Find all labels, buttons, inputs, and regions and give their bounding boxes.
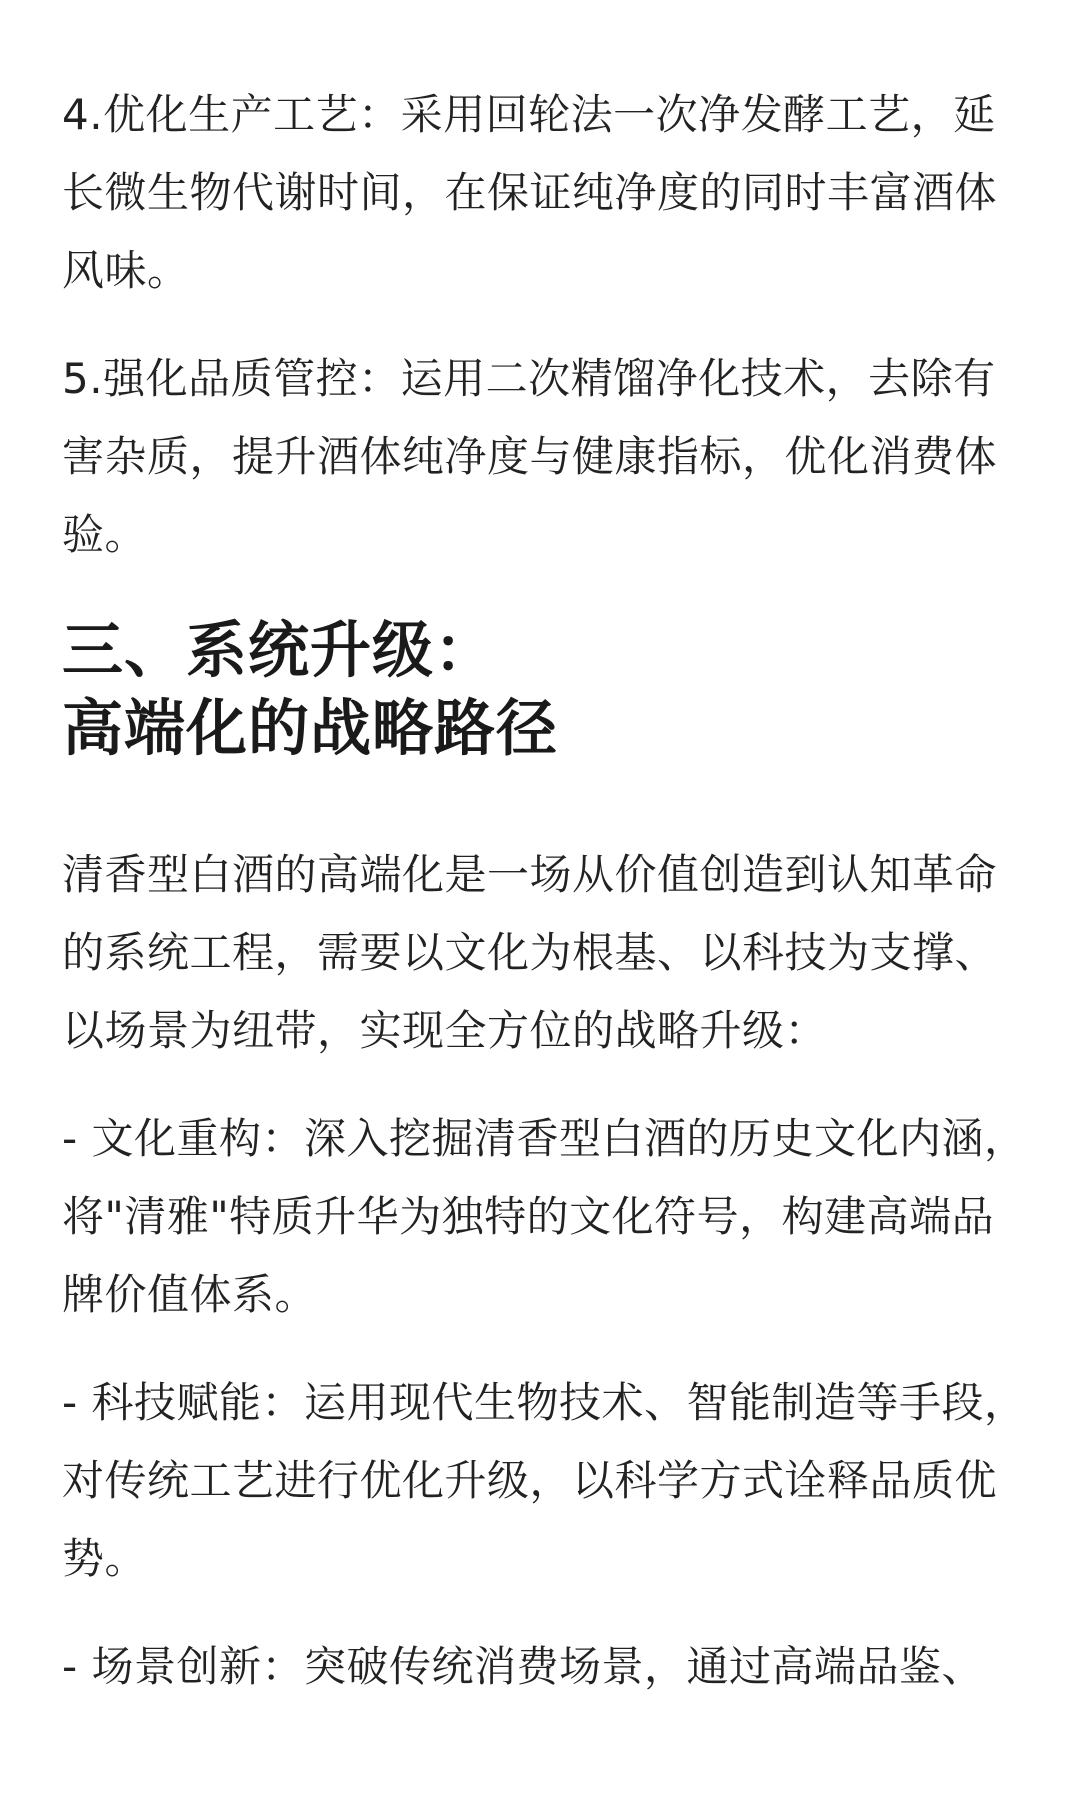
bullet-scene-innovation: - 场景创新：突破传统消费场景，通过高端品鉴、 [62, 1642, 985, 1691]
paragraph-intro: 清香型白酒的高端化是一场从价值创造到认知革命的系统工程，需要以文化为根基、以科技为支撑、以场景为纽带，实现全方位的战略升级： [62, 850, 998, 1055]
paragraph-optimize-process: 4.优化生产工艺：采用回轮法一次净发酵工艺，延长微生物代谢时间，在保证纯净度的同时丰富酒体风味。 [62, 90, 998, 295]
section-heading-line2: 高端化的战略路径 [62, 693, 559, 764]
section-heading [62, 612, 1032, 768]
bullet-culture-rebuild: - 文化重构：深入挖掘清香型白酒的历史文化内涵，将"清雅"特质升华为独特的文化符号，构建高端品牌价值体系。 [62, 1114, 1027, 1319]
bullet-tech-empower: - 科技赋能：运用现代生物技术、智能制造等手段，对传统工艺进行优化升级，以科学方式诠释品质优势。 [62, 1378, 1027, 1583]
section-heading-line1: 三、系统升级： [62, 615, 497, 686]
paragraph-quality-control: 5.强化品质管控：运用二次精馏净化技术，去除有害杂质，提升酒体纯净度与健康指标，优化消费体验。 [62, 354, 998, 559]
